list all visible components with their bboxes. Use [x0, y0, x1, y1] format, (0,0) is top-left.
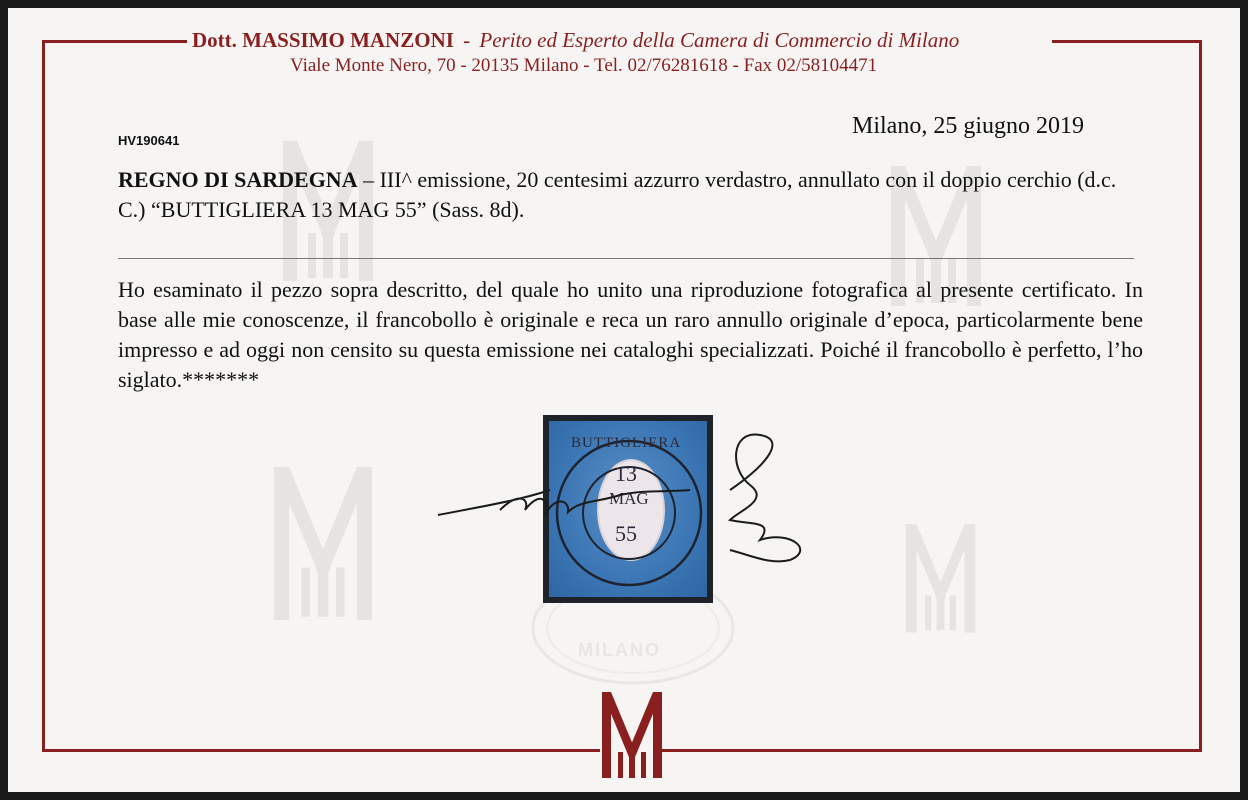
expert-name: Dott. MASSIMO MANZONI: [192, 28, 454, 52]
frame-border: [42, 749, 600, 752]
certificate-statement: Ho esaminato il pezzo sopra descritto, del quale ho unito una riproduzione fotografica al presente certificato. In base alle mie conoscenze, il francobollo è originale e reca un raro annullo originale d’epoca, particolarmente bene impresso e ad oggi non censito su questa emissione nei cataloghi specializzati. Poiché il francobollo è perfetto, l’ho siglato.*******: [118, 277, 1143, 392]
monogram-watermark-icon: [263, 448, 383, 638]
postmark-year: 55: [615, 521, 637, 546]
monogram-logo-icon: [598, 690, 666, 780]
frame-border: [662, 749, 1202, 752]
frame-border: [42, 40, 187, 43]
frame-border: [42, 40, 45, 752]
subject-title: REGNO DI SARDEGNA: [118, 167, 358, 192]
expert-header: [192, 28, 1052, 53]
stamp-description: [118, 165, 1143, 225]
expert-address: Viale Monte Nero, 70 - 20135 Milano - Tel. 02/76281618 - Fax 02/58104471: [290, 55, 878, 76]
divider: [118, 258, 1134, 259]
certificate-date: Milano, 25 giugno 2019: [852, 113, 1084, 139]
postmark-month: MAG: [609, 489, 649, 508]
header-separator: -: [463, 28, 471, 52]
frame-border: [1199, 40, 1202, 752]
signature-icon: [430, 430, 830, 590]
postmark-day: 13: [615, 461, 637, 486]
subject-details: – III^ emissione, 20 centesimi azzurro verdastro, annullato con il doppio cerchio (d.c. C.) “BUTTIGLIERA 13 MAG 55” (Sass. 8d).: [118, 167, 1117, 222]
monogram-watermark-icon: [898, 513, 983, 643]
expert-role: Perito ed Esperto della Camera di Commercio di Milano: [479, 28, 960, 52]
seal-text: MILANO: [578, 640, 661, 660]
frame-border: [1052, 40, 1202, 43]
certificate-code: HV190641: [118, 133, 180, 148]
postmark-town: BUTTIGLIERA: [571, 435, 682, 451]
